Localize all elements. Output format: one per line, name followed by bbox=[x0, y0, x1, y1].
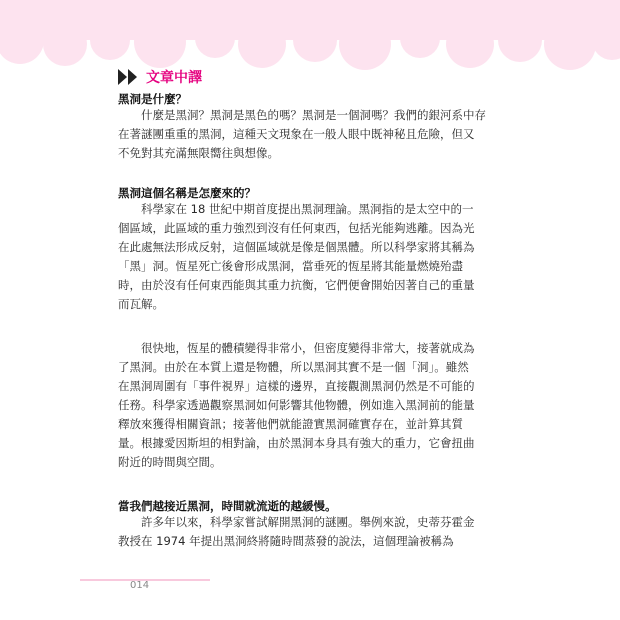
paragraph-theory bbox=[118, 200, 498, 314]
paragraph-hawking bbox=[118, 513, 498, 551]
paragraph-line: 任務。科學家透過觀察黑洞如何影響其他物體，例如進入黑洞前的能量 bbox=[118, 398, 475, 412]
paragraph-line: 很快地，恆星的體積變得非常小，但密度變得非常大，接著就成為 bbox=[141, 341, 475, 355]
paragraph-line: 教授在 1974 年提出黑洞終將隨時間蒸發的說法，這個理論被稱為 bbox=[118, 534, 454, 548]
heading-time-slows: 當我們越接近黑洞，時間就流逝的越緩慢。 bbox=[118, 499, 337, 513]
cloud-band-decoration bbox=[0, 0, 620, 70]
section-title-text: 文章中譯 bbox=[146, 70, 202, 86]
paragraph-line: 「黑」洞。恆星死亡後會形成黑洞，當垂死的恆星將其能量燃燒殆盡 bbox=[118, 259, 463, 273]
paragraph-line: 了黑洞。由於在本質上還是物體，所以黑洞其實不是一個「洞」。雖然 bbox=[118, 360, 469, 374]
section-title bbox=[118, 67, 202, 87]
heading-what-is-black-hole: 黑洞是什麼？ bbox=[118, 92, 187, 106]
paragraph-line: 不免對其充滿無限嚮往與想像。 bbox=[118, 146, 279, 160]
page-number: 014 bbox=[130, 580, 150, 591]
paragraph-line: 個區域，此區域的重力強烈到沒有任何東西，包括光能夠逃離。因為光 bbox=[118, 221, 475, 235]
heading-name-origin: 黑洞這個名稱是怎麼來的？ bbox=[118, 186, 256, 200]
paragraph-line: 附近的時間與空間。 bbox=[118, 455, 222, 469]
paragraph-line: 在黑洞周圍有「事件視界」這樣的邊界，直接觀測黑洞仍然是不可能的 bbox=[118, 379, 475, 393]
paragraph-intro bbox=[118, 106, 498, 163]
paragraph-line: 科學家在 18 世紀中期首度提出黑洞理論。黑洞指的是太空中的一 bbox=[141, 202, 474, 216]
paragraph-line: 在此處無法形成反射，這個區域就是像是個黑體。所以科學家將其稱為 bbox=[118, 240, 475, 254]
paragraph-line: 在著謎團重重的黑洞，這種天文現象在一般人眼中既神秘且危險，但又 bbox=[118, 127, 475, 141]
paragraph-line: 時，由於沒有任何東西能與其重力抗衡，它們便會開始因著自己的重量 bbox=[118, 278, 475, 292]
double-chevron-icon bbox=[118, 69, 140, 85]
paragraph-line: 什麼是黑洞？黑洞是黑色的嗎？黑洞是一個洞嗎？我們的銀河系中存 bbox=[141, 108, 486, 122]
paragraph-line: 而瓦解。 bbox=[118, 297, 164, 311]
paragraph-line: 許多年以來，科學家嘗試解開黑洞的謎團。舉例來說，史蒂芬霍金 bbox=[141, 515, 475, 529]
paragraph-density bbox=[118, 339, 498, 472]
paragraph-line: 量。根據愛因斯坦的相對論，由於黑洞本身具有強大的重力，它會扭曲 bbox=[118, 436, 475, 450]
paragraph-line: 釋放來獲得相關資訊；接著他們就能證實黑洞確實存在，並計算其質 bbox=[118, 417, 463, 431]
